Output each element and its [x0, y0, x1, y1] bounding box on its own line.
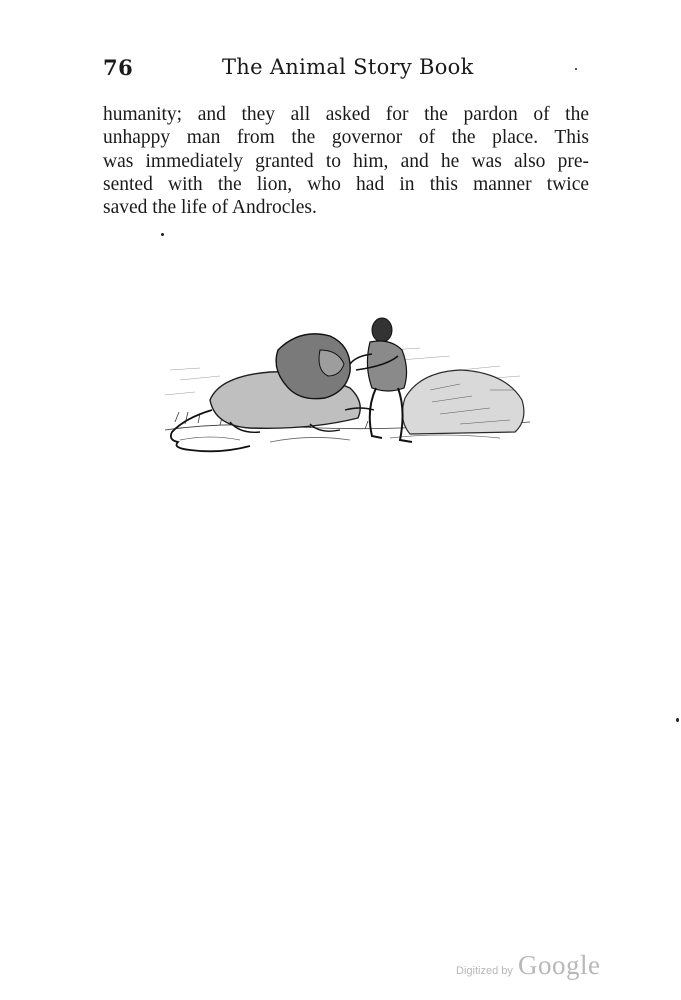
androcles-and-lion-engraving — [160, 310, 535, 460]
ink-speck — [676, 718, 679, 722]
page-number: 76 — [103, 55, 134, 80]
digitized-watermark — [456, 950, 600, 981]
text-line: was immediately granted to him, and he was also pre- — [103, 150, 589, 172]
text-line: saved the life of Androcles. — [103, 197, 317, 219]
text-line: humanity; and they all asked for the pardon of the — [103, 104, 589, 125]
ink-speck — [161, 233, 164, 236]
ink-speck — [575, 68, 577, 70]
man-body — [367, 341, 406, 391]
rock — [402, 370, 523, 434]
text-line: sented with the lion, who had in this manner twice — [103, 173, 589, 195]
running-head: The Animal Story Book — [222, 55, 474, 79]
watermark-label: Digitized by — [456, 965, 513, 977]
text-line: unhappy man from the governor of the place. This — [103, 127, 589, 149]
man-head — [372, 318, 392, 342]
body-paragraph — [103, 103, 589, 219]
google-logo: Google — [517, 950, 601, 980]
